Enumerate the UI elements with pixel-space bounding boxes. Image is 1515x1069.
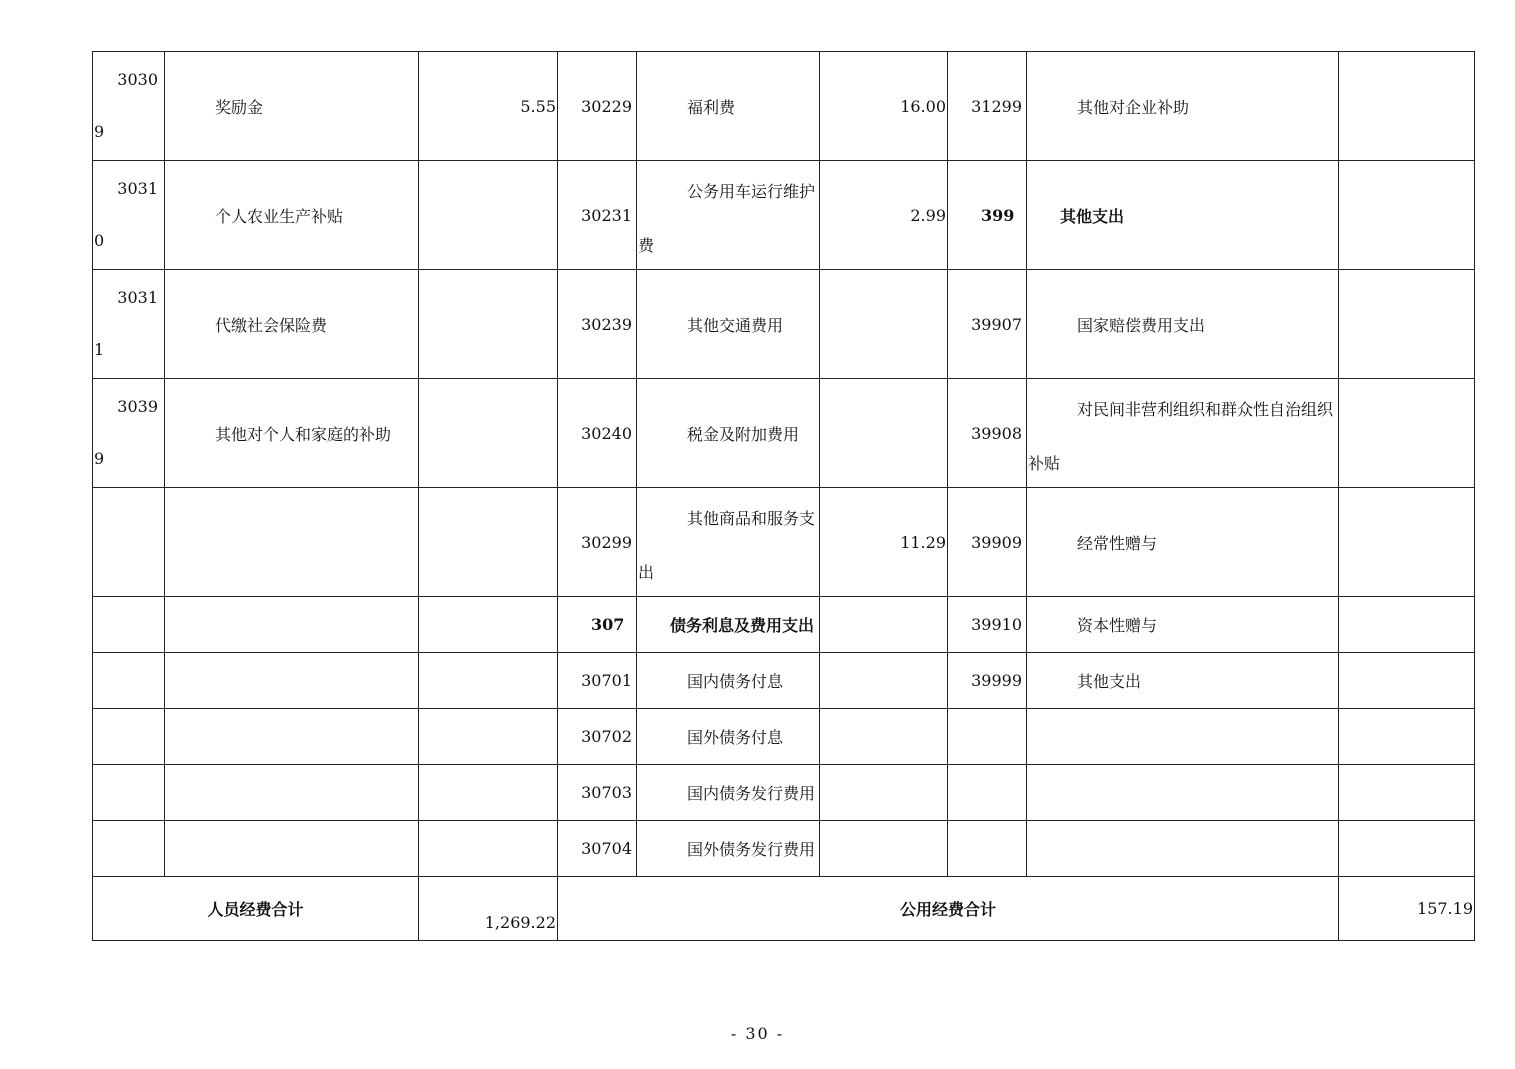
item-amount [820,270,948,379]
empty-cell [419,653,558,709]
empty-cell [165,597,419,653]
table-row [93,765,1475,821]
item-amount: 11.29 [820,488,948,597]
code-cell: 30239 [558,270,637,379]
empty-cell [1339,709,1475,765]
code-part: 3031 [117,179,158,198]
item-name: 其他交通费用 [637,270,820,379]
code-part: 9 [94,449,105,468]
code-cell: 39907 [948,270,1027,379]
item-name [1027,379,1339,488]
name-part: 公务用车运行维护 [687,182,816,201]
empty-cell [948,709,1027,765]
table-row [93,161,1475,270]
code-cell: 30704 [558,821,637,877]
item-amount [1339,488,1475,597]
empty-cell [419,488,558,597]
item-amount [419,161,558,270]
code-part: 3031 [117,288,158,307]
item-amount: 16.00 [820,52,948,161]
item-amount [1339,270,1475,379]
code-cell: 39910 [948,597,1027,653]
empty-cell [948,765,1027,821]
category-name: 债务利息及费用支出 [637,597,820,653]
name-part: 对民间非营利组织和群众性自治组织 [1077,400,1334,419]
item-name: 国内债务发行费用 [637,765,820,821]
code-cell: 30701 [558,653,637,709]
empty-cell [1027,765,1339,821]
table-row [93,653,1475,709]
item-amount [820,765,948,821]
code-cell: 30702 [558,709,637,765]
item-amount [820,821,948,877]
category-code: 307 [558,597,637,653]
item-name: 福利费 [637,52,820,161]
item-amount: 2.99 [820,161,948,270]
empty-cell [93,765,165,821]
personnel-total-amount: 1,269.22 [419,877,558,941]
item-amount [820,379,948,488]
table-row [93,597,1475,653]
item-amount [1339,597,1475,653]
item-name: 资本性赠与 [1027,597,1339,653]
empty-cell [1339,821,1475,877]
item-amount [1339,52,1475,161]
item-amount [419,379,558,488]
code-part: 1 [94,340,105,359]
empty-cell [165,653,419,709]
item-name: 国外债务付息 [637,709,820,765]
code-cell [93,379,165,488]
item-name: 国家赔偿费用支出 [1027,270,1339,379]
empty-cell [93,709,165,765]
page-number: - 30 - [730,1024,785,1043]
table-row [93,270,1475,379]
name-part: 其他商品和服务支 [687,509,816,528]
item-name: 国外债务发行费用 [637,821,820,877]
empty-cell [165,488,419,597]
item-amount [1339,379,1475,488]
empty-cell [93,597,165,653]
code-cell [93,161,165,270]
code-cell: 30229 [558,52,637,161]
empty-cell [419,709,558,765]
table-row [93,488,1475,597]
item-name: 其他对企业补助 [1027,52,1339,161]
code-part: 3030 [117,70,158,89]
table-row [93,379,1475,488]
code-cell: 39908 [948,379,1027,488]
table-row [93,821,1475,877]
empty-cell [93,488,165,597]
table-row [93,52,1475,161]
item-amount [820,709,948,765]
code-cell [93,52,165,161]
item-amount: 5.55 [419,52,558,161]
code-part: 3039 [117,397,158,416]
code-cell: 30231 [558,161,637,270]
empty-cell [165,709,419,765]
name-part: 出 [638,563,655,582]
code-part: 0 [94,231,105,250]
code-cell: 30240 [558,379,637,488]
code-cell: 39909 [948,488,1027,597]
empty-cell [1339,765,1475,821]
item-name [637,488,820,597]
category-code: 399 [948,161,1027,270]
empty-cell [93,653,165,709]
code-cell [93,270,165,379]
expenditure-table [92,51,1475,941]
item-amount [1339,161,1475,270]
empty-cell [419,765,558,821]
public-total-amount: 157.19 [1339,877,1475,941]
item-name: 其他对个人和家庭的补助 [165,379,419,488]
code-part: 9 [94,122,105,141]
table-row [93,709,1475,765]
totals-row [93,877,1475,941]
empty-cell [1027,709,1339,765]
empty-cell [165,821,419,877]
personnel-total-label: 人员经费合计 [93,877,419,941]
item-amount [820,597,948,653]
empty-cell [1027,821,1339,877]
item-name: 奖励金 [165,52,419,161]
code-cell: 39999 [948,653,1027,709]
item-name: 个人农业生产补贴 [165,161,419,270]
code-cell: 30703 [558,765,637,821]
empty-cell [419,821,558,877]
empty-cell [93,821,165,877]
item-name: 国内债务付息 [637,653,820,709]
item-amount [820,653,948,709]
name-part: 补贴 [1028,454,1061,473]
empty-cell [165,765,419,821]
item-amount [1339,653,1475,709]
item-name: 代缴社会保险费 [165,270,419,379]
public-total-label: 公用经费合计 [558,877,1339,941]
item-name: 税金及附加费用 [637,379,820,488]
code-cell: 30299 [558,488,637,597]
code-cell: 31299 [948,52,1027,161]
item-name: 经常性赠与 [1027,488,1339,597]
category-name: 其他支出 [1027,161,1339,270]
item-name [637,161,820,270]
name-part: 费 [638,236,655,255]
empty-cell [948,821,1027,877]
item-name: 其他支出 [1027,653,1339,709]
item-amount [419,270,558,379]
empty-cell [419,597,558,653]
